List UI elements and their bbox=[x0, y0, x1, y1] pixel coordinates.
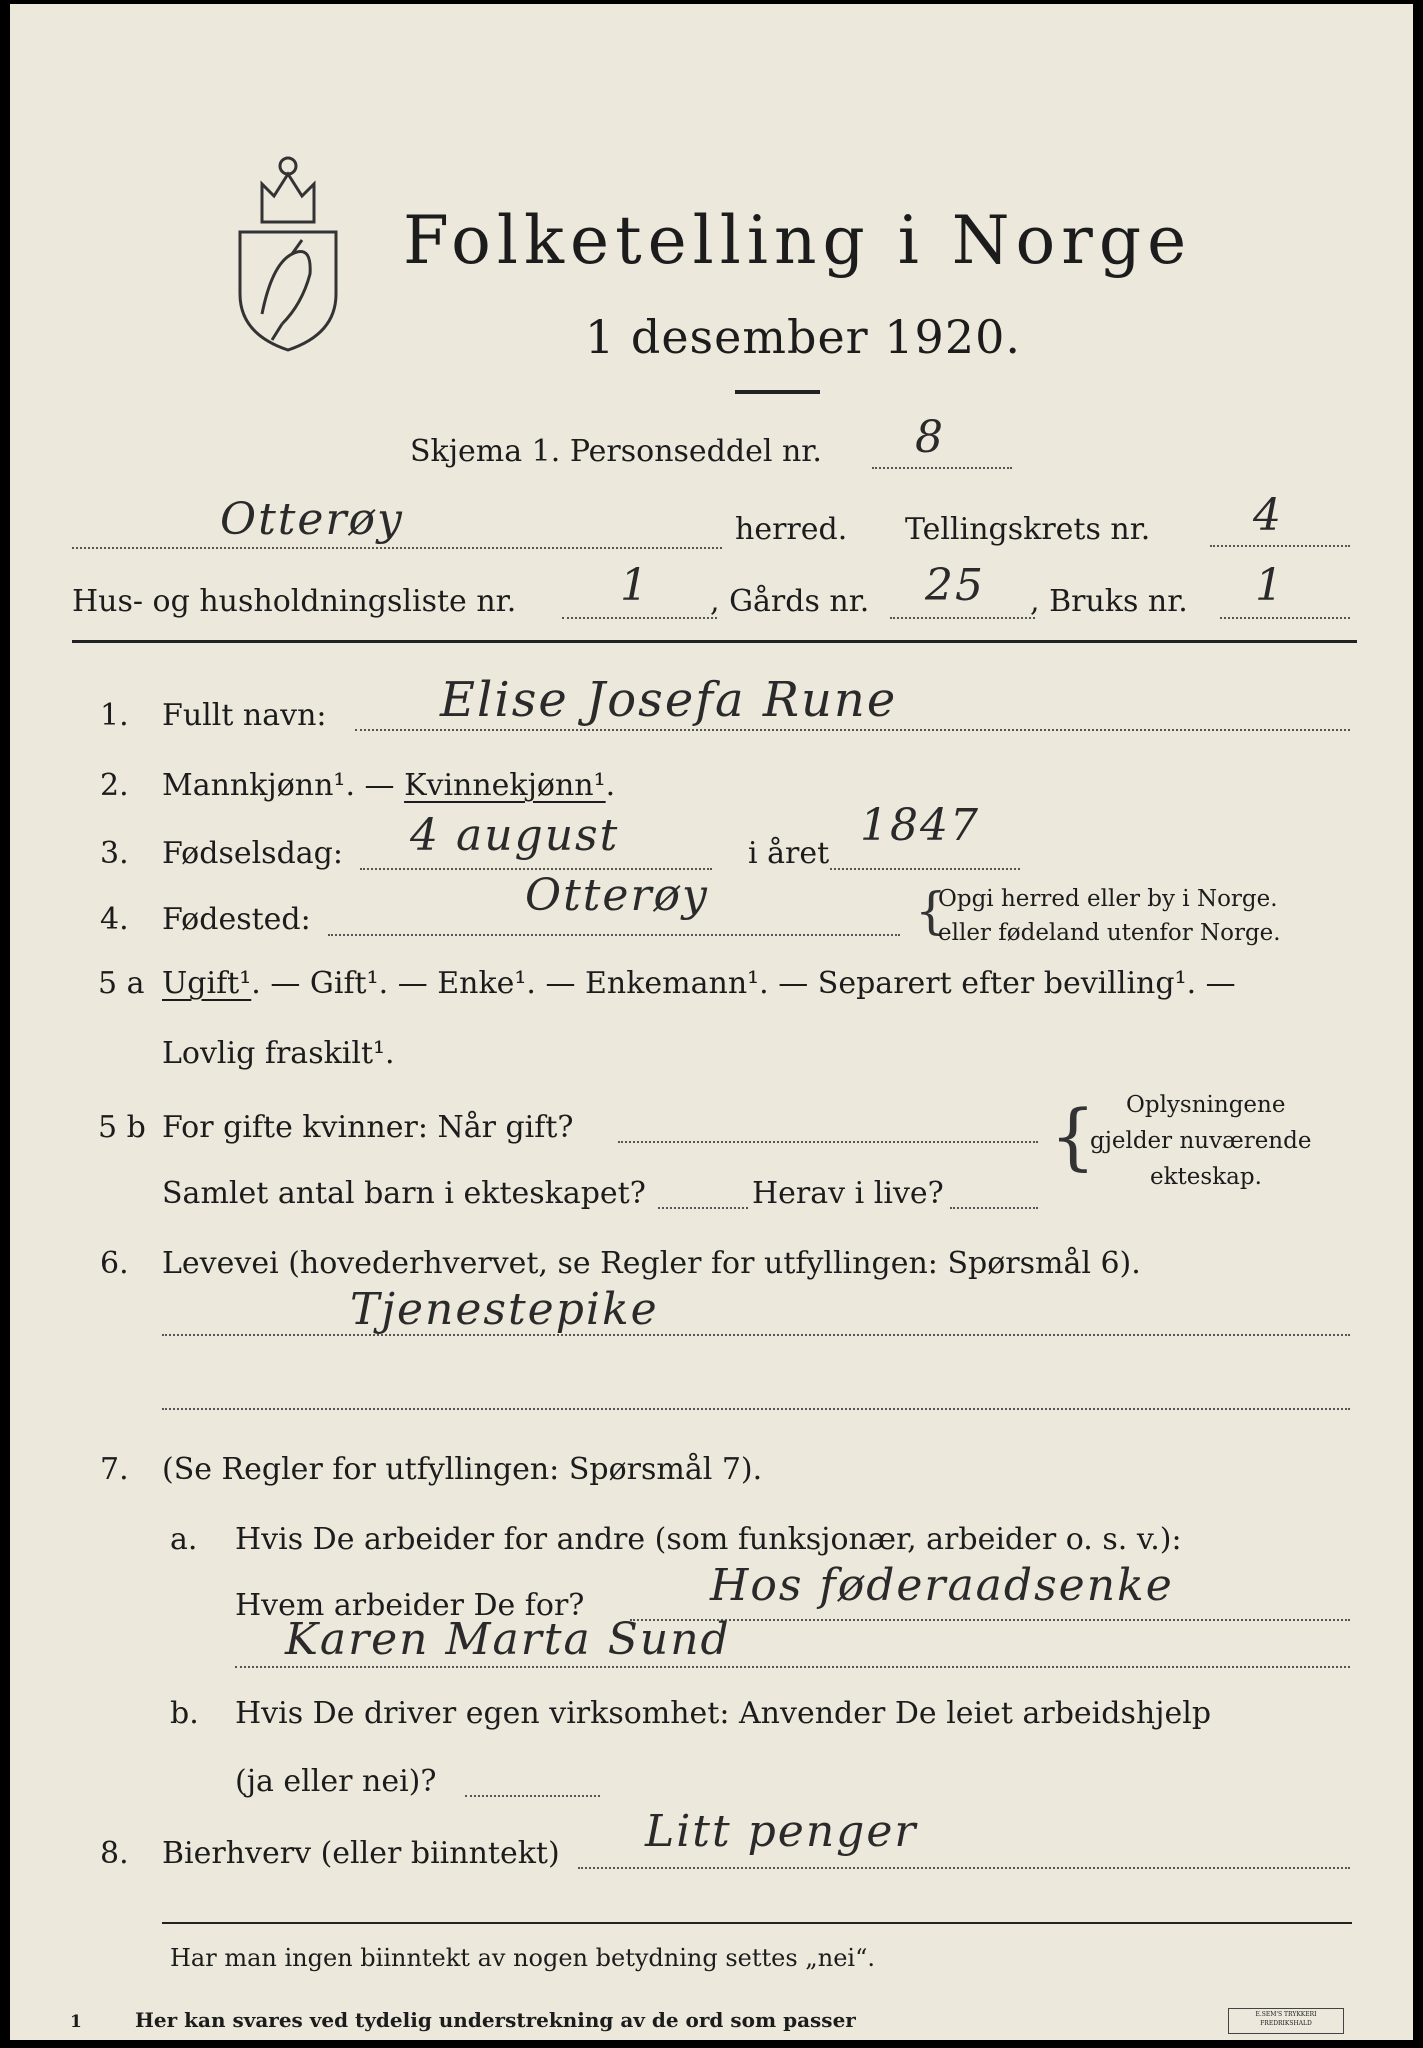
header-divider bbox=[72, 640, 1357, 643]
q5b-note-3: ekteskap. bbox=[1150, 1164, 1262, 1190]
footnote-text: Her kan svares ved tydelig understrekning av de ord som passer bbox=[135, 2008, 856, 2032]
q7-number: 7. bbox=[100, 1452, 129, 1487]
q7b-number: b. bbox=[170, 1696, 199, 1731]
q5b-note-1: Oplysningene bbox=[1126, 1092, 1286, 1118]
birthplace-value: Otterøy bbox=[525, 870, 709, 921]
q5b-line-2 bbox=[658, 1207, 748, 1209]
hus-nr: 1 bbox=[620, 560, 650, 611]
q7a-label: Hvis De arbeider for andre (som funksjonær, arbeider o. s. v.): bbox=[235, 1522, 1182, 1557]
q3-year-line bbox=[830, 868, 1020, 870]
hus-line bbox=[562, 617, 717, 619]
bruks-line bbox=[1220, 617, 1350, 619]
full-name-value: Elise Josefa Rune bbox=[440, 672, 898, 728]
q4-brace: { bbox=[915, 882, 947, 940]
q3-number: 3. bbox=[100, 836, 129, 871]
q5b-label-3: Herav i live? bbox=[752, 1176, 944, 1211]
q7a-question: Hvem arbeider De for? bbox=[235, 1588, 585, 1623]
q5b-line-3 bbox=[950, 1207, 1038, 1209]
personseddel-nr: 8 bbox=[915, 412, 945, 463]
q1-label: Fullt navn: bbox=[162, 698, 327, 733]
q1-line bbox=[355, 729, 1350, 731]
gards-line bbox=[890, 617, 1035, 619]
q5b-number: 5 b bbox=[98, 1110, 146, 1145]
option-female-underlined: Kvinnekjønn¹ bbox=[404, 768, 606, 803]
q4-note-1: Opgi herred eller by i Norge. bbox=[938, 886, 1278, 912]
tellingskrets-line bbox=[1210, 545, 1350, 547]
q8-label: Bierhverv (eller biinntekt) bbox=[162, 1836, 560, 1871]
footer-note: Har man ingen biinntekt av nogen betydning settes „nei“. bbox=[170, 1944, 875, 1972]
q4-label: Fødested: bbox=[162, 902, 311, 937]
occupation-value: Tjenestepike bbox=[350, 1284, 659, 1335]
q7b-question: (ja eller nei)? bbox=[235, 1764, 437, 1799]
q5a-number: 5 a bbox=[98, 966, 145, 1001]
census-date: 1 desember 1920. bbox=[585, 310, 1021, 364]
q6-line-1 bbox=[162, 1334, 1350, 1336]
q4-number: 4. bbox=[100, 902, 129, 937]
census-form bbox=[10, 4, 1413, 2040]
title-divider bbox=[735, 390, 820, 394]
herred-value: Otterøy bbox=[220, 494, 404, 545]
q5a-rest: . — Gift¹. — Enke¹. — Enkemann¹. — Separert efter bevilling¹. — bbox=[251, 966, 1236, 1001]
birth-year-value: 1847 bbox=[860, 800, 980, 851]
q6-label: Levevei (hovederhvervet, se Regler for utfyllingen: Spørsmål 6). bbox=[162, 1246, 1141, 1281]
q4-note-2: eller fødeland utenfor Norge. bbox=[938, 920, 1281, 946]
hus-label: Hus- og husholdningsliste nr. bbox=[72, 584, 517, 619]
footer-divider bbox=[162, 1922, 1352, 1924]
q3-label: Fødselsdag: bbox=[162, 836, 343, 871]
q1-number: 1. bbox=[100, 698, 129, 733]
employer-value-2: Karen Marta Sund bbox=[285, 1614, 731, 1665]
q8-number: 8. bbox=[100, 1836, 129, 1871]
gards-nr: 25 bbox=[925, 560, 985, 611]
q7-label: (Se Regler for utfyllingen: Spørsmål 7). bbox=[162, 1452, 763, 1487]
personseddel-line bbox=[872, 467, 1012, 469]
q2-number: 2. bbox=[100, 768, 129, 803]
herred-line bbox=[72, 547, 722, 549]
tellingskrets-nr: 4 bbox=[1253, 490, 1283, 541]
option-male: Mannkjønn¹. — bbox=[162, 768, 405, 803]
gards-label: , Gårds nr. bbox=[710, 584, 870, 619]
q5b-label-1: For gifte kvinner: Når gift? bbox=[162, 1110, 574, 1145]
skjema-label: Skjema 1. Personseddel nr. bbox=[410, 434, 822, 469]
bruks-label: , Bruks nr. bbox=[1030, 584, 1188, 619]
q5b-label-2: Samlet antal barn i ekteskapet? bbox=[162, 1176, 646, 1211]
q2-options bbox=[162, 768, 615, 803]
q2-end: . bbox=[605, 768, 616, 803]
tellingskrets-label: Tellingskrets nr. bbox=[905, 512, 1151, 547]
q3-year-label: i året bbox=[748, 836, 830, 871]
printer-stamp: E.SEM'S TRYKKERI FREDRIKSHALD bbox=[1228, 2008, 1344, 2034]
q7b-line bbox=[465, 1795, 600, 1797]
q6-number: 6. bbox=[100, 1246, 129, 1281]
q5a-line2: Lovlig fraskilt¹. bbox=[162, 1036, 395, 1071]
q5b-line-1 bbox=[618, 1141, 1038, 1143]
employer-value-1: Hos føderaadsenke bbox=[710, 1560, 1174, 1611]
q8-line bbox=[578, 1867, 1350, 1869]
bruks-nr: 1 bbox=[1255, 560, 1285, 611]
q7a-line-1 bbox=[630, 1619, 1350, 1621]
q6-line-2 bbox=[162, 1408, 1350, 1410]
coat-of-arms-icon bbox=[232, 144, 344, 352]
q7a-number: a. bbox=[170, 1522, 198, 1557]
q7a-line-2 bbox=[235, 1666, 1350, 1668]
form-title: Folketelling i Norge bbox=[403, 202, 1193, 279]
footnote-mark: 1 bbox=[70, 2012, 82, 2032]
q7b-label: Hvis De driver egen virksomhet: Anvender De leiet arbeidshjelp bbox=[235, 1696, 1212, 1731]
q5b-brace: { bbox=[1050, 1094, 1096, 1178]
option-ugift-underlined: Ugift¹ bbox=[162, 966, 252, 1001]
herred-label: herred. bbox=[735, 512, 848, 547]
q4-line bbox=[328, 934, 900, 936]
q5b-note-2: gjelder nuværende bbox=[1090, 1128, 1312, 1154]
side-income-value: Litt penger bbox=[645, 1806, 918, 1857]
birth-day-value: 4 august bbox=[410, 810, 620, 861]
q5a-options bbox=[162, 966, 1236, 1001]
